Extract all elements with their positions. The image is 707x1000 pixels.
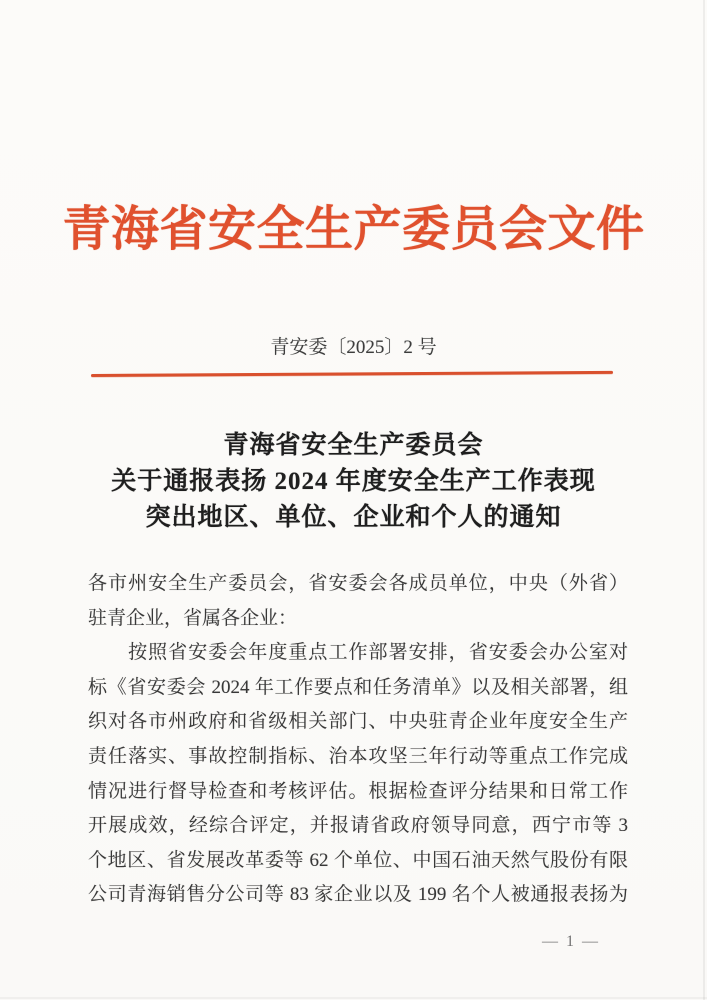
body-line: 驻青企业，省属各企业：	[88, 607, 298, 629]
body-line: 个地区、省发展改革委等 62 个单位、中国石油天然气股份有限	[88, 849, 628, 871]
scan-edge-right	[703, 0, 705, 1000]
body-line: 情况进行督导检查和考核评估。根据检查评分结果和日常工作	[88, 780, 628, 802]
scan-edge-bottom	[0, 997, 707, 999]
body-line: 开展成效，经综合评定，并报请省政府领导同意，西宁市等 3	[88, 815, 628, 837]
body-line: 责任落实、事故控制指标、治本攻坚三年行动等重点工作完成	[88, 745, 628, 767]
notice-title	[0, 428, 707, 536]
page-number: — 1 —	[542, 933, 600, 950]
body-line: 公司青海销售分公司等 83 家企业以及 199 名个人被通报表扬为	[88, 884, 628, 906]
body-line: 织对各市州政府和省级相关部门、中央驻青企业年度安全生产	[88, 711, 628, 733]
body-line: 各市州安全生产委员会，省安委会各成员单位，中央（外省）	[88, 573, 628, 594]
notice-title-line-1: 青海省安全生产委员会	[223, 432, 484, 459]
letterhead-divider-line	[91, 371, 613, 377]
notice-title-line-2: 关于通报表扬 2024 年度安全生产工作表现	[111, 468, 596, 495]
document-letterhead-title: 青海省安全生产委员会文件	[62, 203, 645, 256]
document-number: 青安委〔2025〕2 号	[270, 337, 437, 358]
body-line: 按照省安委会年度重点工作部署安排，省安委会办公室对	[88, 642, 628, 664]
body-line: 标《省安委会 2024 年工作要点和任务清单》以及相关部署，组	[88, 676, 628, 698]
notice-title-line-3: 突出地区、单位、企业和个人的通知	[145, 504, 562, 531]
notice-body	[88, 567, 628, 913]
